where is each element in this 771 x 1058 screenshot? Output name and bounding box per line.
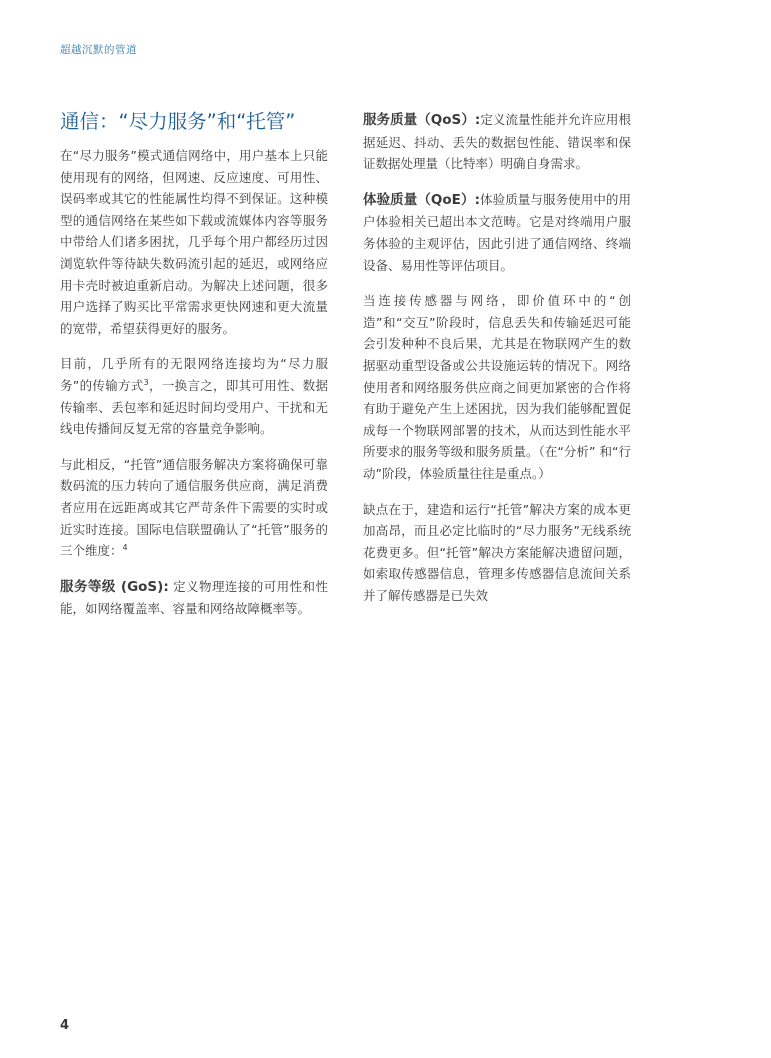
paragraph-text: ，一换言之，即其可用性、数据传输率、丢包率和延迟时间均受用户、干扰和无线电传播间反复无常的容量竞争影响。 <box>60 377 328 437</box>
paragraph-text: 与此相反，“托管”通信服务解决方案将确保可靠数码流的压力转向了通信服务供应商，满足消费者应用在远距离或其它严苛条件下需要的实时或近实时连接。国际电信联盟确认了“托管”服务的三个维度： <box>60 456 328 559</box>
definition-gos <box>60 576 328 620</box>
term-gos: 服务等级 (GoS): <box>60 578 169 595</box>
footnote-ref-3: 3 <box>143 377 149 387</box>
paragraph-managed <box>60 454 328 562</box>
term-qos: 服务质量（QoS）: <box>363 112 481 128</box>
right-column <box>363 109 631 620</box>
definition-text: 定义流量性能并允许应用根据延迟、抖动、丢失的数据包性能、错误率和保证数据处理量（比特率）明确自身需求。 <box>363 112 631 172</box>
running-header: 超越沉默的管道 <box>60 44 137 56</box>
paragraph-wireless <box>60 353 328 439</box>
paragraph-best-effort: 在“尽力服务”模式通信网络中，用户基本上只能使用现有的网络，但网速、反应速度、可用性、误码率或其它的性能属性均得不到保证。这种模型的通信网络在某些如下载或流媒体内容等服务中带给人们诸多困扰，几乎每个用户都经历过因浏览软件等待缺失数码流引起的延迟，或网络应用卡壳时被迫重新启动。为解决上述问题，很多用户选择了购买比平常需求更快网速和更大流量的宽带，希望获得更好的服务。 <box>60 148 328 336</box>
page-number: 4 <box>60 1018 70 1033</box>
paragraph-text: 目前，几乎所有的无限网络连接均为“尽力服务”的传输方式 <box>60 356 328 393</box>
paragraph-sensor-network: 当连接传感器与网络，即价值环中的“创造”和“交互”阶段时，信息丢失和传输延迟可能会引发种种不良后果，尤其是在物联网产生的数据驱动重型设备或公共设施运转的情况下。网络使用者和网络服务供应商之间更加紧密的合作将有助于避免产生上述困扰，因为我们能够配置促成每一个物联网部署的技术，从而达到性能水平所要求的服务等级和服务质量。（在“分析” 和“行动”阶段，体验质量往往是重点。） <box>363 293 631 481</box>
footnote-ref-4: 4 <box>122 542 128 552</box>
term-qoe: 体验质量（QoE）: <box>363 191 480 208</box>
definition-qos <box>363 109 631 175</box>
definition-text: 定义物理连接的可用性和性能，如网络覆盖率、容量和网络故障概率等。 <box>60 578 328 617</box>
left-column <box>60 108 328 634</box>
paragraph-drawbacks: 缺点在于，建造和运行“托管”解决方案的成本更加高昂，而且必定比临时的“尽力服务”无线系统花费更多。但“托管”解决方案能解决遗留问题，如索取传感器信息，管理多传感器信息流间关系并了解传感器是已失效 <box>363 501 631 603</box>
section-title: 通信：“尽力服务”和“托管” <box>60 110 296 133</box>
definition-qoe <box>363 189 631 276</box>
definition-text: 体验质量与服务使用中的用户体验相关已超出本文范畴。它是对终端用户服务体验的主观评估，因此引进了通信网络、终端设备、易用性等评估项目。 <box>363 191 631 273</box>
